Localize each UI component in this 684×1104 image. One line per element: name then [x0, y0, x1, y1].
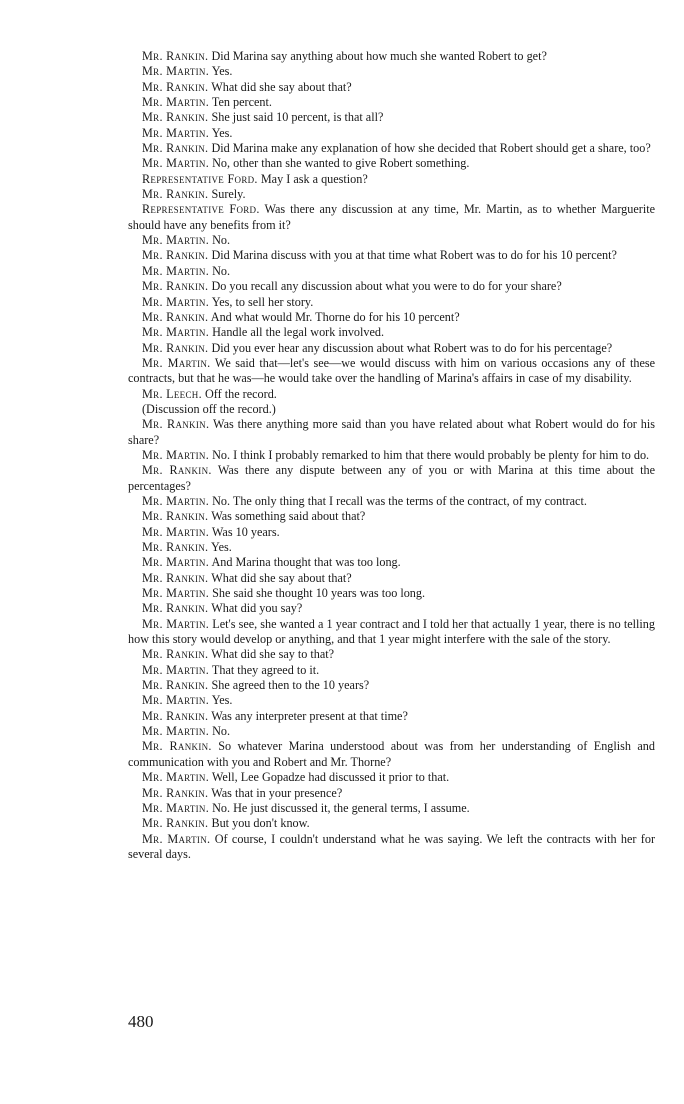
speech-text: Was there anything more said than you have related about what Robert would do for his share?	[128, 417, 656, 447]
speaker-name: Mr. Martin.	[142, 693, 210, 708]
speaker-name: Mr. Martin.	[142, 355, 211, 370]
transcript-paragraph	[128, 295, 655, 310]
transcript-paragraph	[128, 110, 655, 125]
speaker-name: Mr. Rankin.	[142, 340, 209, 355]
transcript-paragraph	[128, 126, 655, 141]
speech-text: Was that in your presence?	[211, 785, 343, 800]
speaker-name: Mr. Martin.	[142, 294, 210, 309]
speaker-name: Mr. Martin.	[142, 233, 210, 248]
speaker-name: Mr. Martin.	[142, 125, 210, 140]
speech-text: And what would Mr. Thorne do for his 10 percent?	[210, 309, 460, 324]
speaker-name: Mr. Martin.	[142, 831, 211, 846]
transcript-paragraph	[128, 248, 655, 263]
speaker-name: Mr. Martin.	[142, 156, 210, 171]
transcript-paragraph	[128, 801, 655, 816]
transcript-paragraph	[128, 95, 655, 110]
speech-text: Handle all the legal work involved.	[212, 325, 385, 340]
transcript-paragraph	[128, 601, 655, 616]
speech-text: No. The only thing that I recall was the terms of the contract, of my contract.	[212, 493, 587, 508]
speech-text: Do you recall any discussion about what you were to do for your share?	[211, 279, 562, 294]
speech-text: Was something said about that?	[211, 509, 366, 524]
speaker-name: Mr. Martin.	[142, 800, 210, 815]
speech-text: Yes.	[211, 693, 233, 708]
speaker-name: Mr. Rankin.	[142, 570, 209, 585]
speech-text: Did Marina discuss with you at that time what Robert was to do for his 10 percent?	[211, 248, 617, 263]
transcript-body	[128, 49, 655, 862]
transcript-paragraph	[128, 387, 655, 402]
transcript-paragraph	[128, 325, 655, 340]
transcript-paragraph	[128, 586, 655, 601]
speech-text: Did Marina make any explanation of how she decided that Robert should get a share, too?	[211, 141, 651, 156]
speaker-name: Mr. Rankin.	[142, 678, 209, 693]
speech-text: Did Marina say anything about how much she wanted Robert to get?	[211, 49, 547, 63]
speaker-name: Representative Ford.	[142, 202, 260, 217]
transcript-paragraph	[128, 310, 655, 325]
transcript-paragraph	[128, 739, 655, 770]
speech-text: Let's see, she wanted a 1 year contract and I told her that actually 1 year, there is no telling how this story would develop or anything, and that 1 year might interfere with the sale of the story.	[128, 616, 655, 647]
transcript-paragraph	[128, 202, 655, 233]
speech-text: (Discussion off the record.)	[142, 401, 276, 416]
speaker-name: Mr. Rankin.	[142, 739, 212, 754]
transcript-paragraph	[128, 448, 655, 463]
speech-text: Was there any dispute between any of you or with Marina at this time about the percentages?	[128, 463, 655, 493]
speech-text: And Marina thought that was too long.	[211, 555, 401, 570]
transcript-paragraph	[128, 525, 655, 540]
transcript-paragraph	[128, 279, 655, 294]
speech-text: What did you say?	[211, 601, 303, 616]
speaker-name: Mr. Martin.	[142, 770, 210, 785]
transcript-paragraph	[128, 172, 655, 187]
speech-text: But you don't know.	[211, 816, 310, 831]
speech-text: She just said 10 percent, is that all?	[211, 110, 384, 125]
transcript-paragraph	[128, 540, 655, 555]
speech-text: Ten percent.	[211, 95, 272, 110]
transcript-paragraph	[128, 663, 655, 678]
speaker-name: Mr. Rankin.	[142, 141, 209, 156]
speaker-name: Mr. Martin.	[142, 555, 210, 570]
speaker-name: Mr. Rankin.	[142, 49, 209, 63]
speech-text: She said she thought 10 years was too long.	[212, 586, 426, 601]
speech-text: What did she say to that?	[211, 647, 335, 662]
speech-text: We said that—let's see—we would discuss with him on various occasions any of these contracts, but that he was—he would take over the handling of Marina's affairs in case of my disability.	[128, 355, 656, 386]
transcript-paragraph	[128, 187, 655, 202]
speech-text: What did she say about that?	[211, 79, 352, 94]
speech-text: May I ask a question?	[260, 171, 368, 186]
speech-text: No.	[212, 724, 231, 739]
speaker-name: Mr. Leech.	[142, 386, 202, 401]
transcript-paragraph	[128, 647, 655, 662]
transcript-paragraph	[128, 233, 655, 248]
speech-text: She agreed then to the 10 years?	[211, 678, 370, 693]
transcript-paragraph	[128, 80, 655, 95]
transcript-paragraph	[128, 356, 655, 387]
speaker-name: Mr. Rankin.	[142, 509, 209, 524]
transcript-paragraph	[128, 832, 655, 863]
speaker-name: Mr. Martin.	[142, 616, 210, 631]
transcript-paragraph	[128, 64, 655, 79]
transcript-paragraph	[128, 156, 655, 171]
transcript-paragraph	[128, 417, 655, 448]
speaker-name: Mr. Rankin.	[142, 248, 209, 263]
transcript-paragraph	[128, 724, 655, 739]
speaker-name: Representative Ford.	[142, 171, 258, 186]
speaker-name: Mr. Rankin.	[142, 309, 209, 324]
speech-text: No, other than she wanted to give Robert something.	[212, 156, 470, 171]
speech-text: Yes, to sell her story.	[211, 294, 314, 309]
transcript-paragraph	[128, 693, 655, 708]
speech-text: Surely.	[211, 187, 246, 202]
speech-text: No. I think I probably remarked to him that there would probably be plenty for him to do.	[212, 447, 650, 462]
speaker-name: Mr. Rankin.	[142, 647, 209, 662]
transcript-paragraph	[128, 816, 655, 831]
speech-text: That they agreed to it.	[211, 662, 320, 677]
speech-text: Was 10 years.	[211, 524, 280, 539]
speech-text: Yes.	[211, 540, 232, 554]
speech-text: Was there any discussion at any time, Mr. Martin, as to whether Marguerite should have any benefits from it?	[128, 202, 656, 232]
speech-text: Was any interpreter present at that time?	[211, 708, 408, 723]
speech-text: Off the record.	[204, 386, 277, 401]
transcript-paragraph	[128, 494, 655, 509]
speech-text: Yes.	[211, 125, 233, 140]
speaker-name: Mr. Martin.	[142, 64, 210, 79]
speaker-name: Mr. Martin.	[142, 263, 210, 278]
speech-text: Well, Lee Gopadze had discussed it prior to that.	[211, 770, 450, 785]
speech-text: Of course, I couldn't understand what he was saying. We left the contracts with her for several days.	[128, 831, 656, 861]
transcript-paragraph	[128, 709, 655, 724]
transcript-paragraph	[128, 341, 655, 356]
speaker-name: Mr. Rankin.	[142, 187, 209, 202]
transcript-paragraph	[128, 141, 655, 156]
transcript-paragraph	[128, 509, 655, 524]
transcript-paragraph	[128, 264, 655, 279]
speech-text: So whatever Marina understood about was from her understanding of English and communication with you and Robert and Mr. Thorne?	[128, 739, 655, 769]
transcript-paragraph	[128, 678, 655, 693]
speaker-name: Mr. Martin.	[142, 447, 210, 462]
speaker-name: Mr. Rankin.	[142, 601, 209, 616]
speaker-name: Mr. Rankin.	[142, 79, 209, 94]
speaker-name: Mr. Rankin.	[142, 816, 209, 831]
speaker-name: Mr. Martin.	[142, 724, 210, 739]
transcript-paragraph	[128, 786, 655, 801]
speaker-name: Mr. Martin.	[142, 325, 210, 340]
speaker-name: Mr. Martin.	[142, 586, 210, 601]
speaker-name: Mr. Martin.	[142, 524, 210, 539]
speaker-name: Mr. Martin.	[142, 493, 210, 508]
speech-text: Did you ever hear any discussion about what Robert was to do for his percentage?	[211, 340, 613, 355]
transcript-paragraph	[128, 617, 655, 648]
speaker-name: Mr. Rankin.	[142, 417, 210, 432]
speaker-name: Mr. Rankin.	[142, 785, 209, 800]
transcript-paragraph	[128, 571, 655, 586]
transcript-paragraph	[128, 402, 655, 417]
speaker-name: Mr. Rankin.	[142, 463, 212, 478]
transcript-paragraph	[128, 555, 655, 570]
speaker-name: Mr. Martin.	[142, 95, 210, 110]
speech-text: No.	[212, 263, 231, 278]
transcript-paragraph	[128, 463, 655, 494]
speaker-name: Mr. Rankin.	[142, 708, 209, 723]
transcript-paragraph	[128, 49, 655, 64]
speech-text: Yes.	[211, 64, 233, 79]
speech-text: No.	[212, 233, 231, 248]
speaker-name: Mr. Rankin.	[142, 110, 209, 125]
speaker-name: Mr. Martin.	[142, 662, 210, 677]
page-number: 480	[128, 1012, 154, 1031]
speaker-name: Mr. Rankin.	[142, 540, 209, 554]
transcript-paragraph	[128, 770, 655, 785]
speech-text: What did she say about that?	[211, 570, 352, 585]
speech-text: No. He just discussed it, the general terms, I assume.	[212, 800, 470, 815]
speaker-name: Mr. Rankin.	[142, 279, 209, 294]
